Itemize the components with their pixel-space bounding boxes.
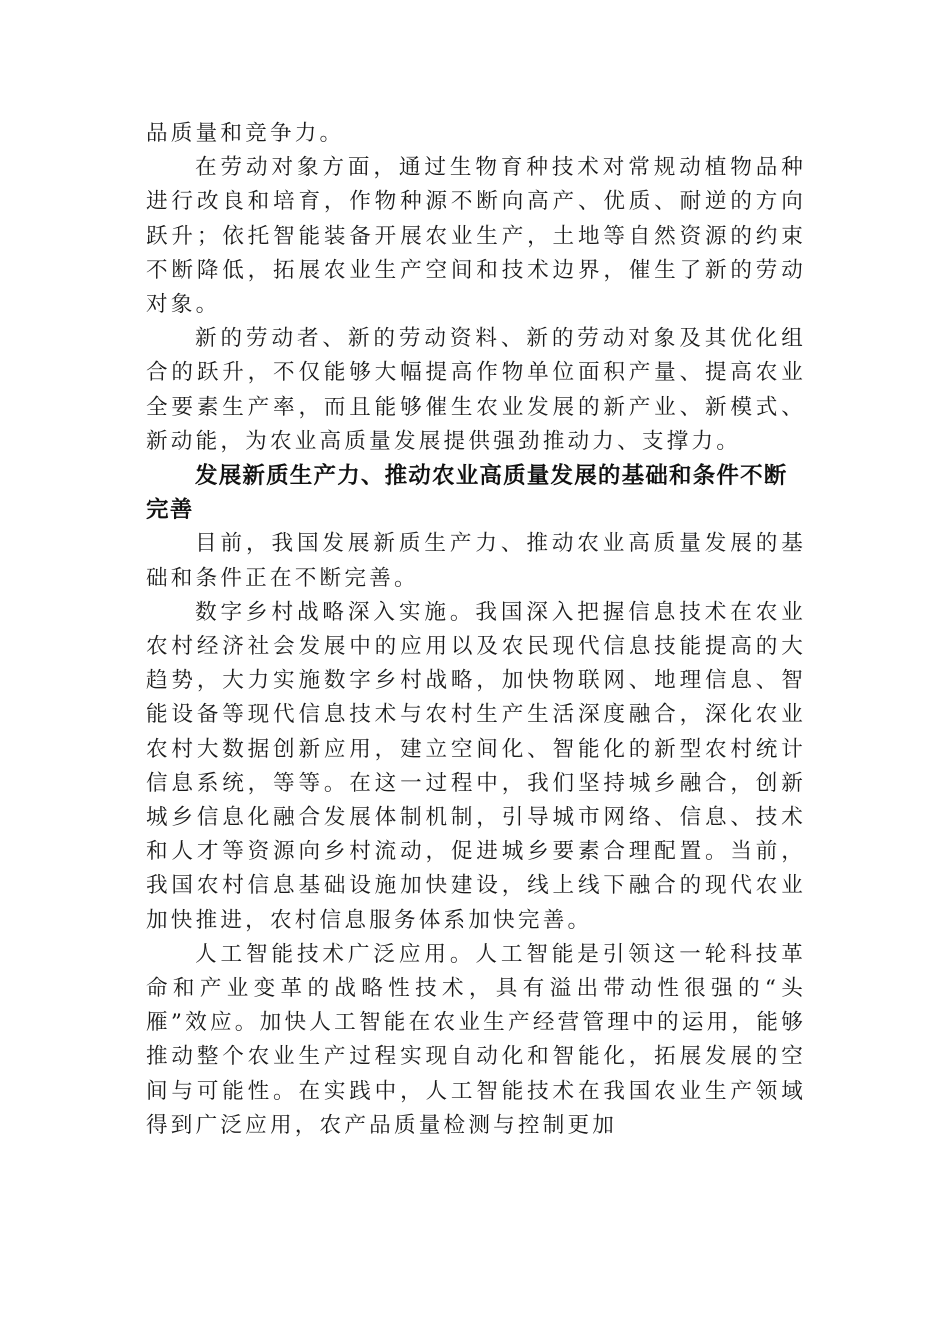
paragraph-continuation: 品质量和竞争力。	[146, 121, 345, 146]
document-body	[146, 117, 806, 1143]
paragraph-combination: 新的劳动者、新的劳动资料、新的劳动对象及其优化组合的跃升，不仅能够大幅提高作物单位面积产量、提高农业全要素生产率，而且能够催生农业发展的新产业、新模式、新动能，为农业高质量发展提供强劲推动力、支撑力。	[146, 326, 806, 454]
paragraph-digital-village: 数字乡村战略深入实施。我国深入把握信息技术在农业农村经济社会发展中的应用以及农民现代信息技能提高的大趋势，大力实施数字乡村战略，加快物联网、地理信息、智能设备等现代信息技术与农村生产生活深度融合，深化农业农村大数据创新应用，建立空间化、智能化的新型农村统计信息系统，等等。在这一过程中，我们坚持城乡融合，创新城乡信息化融合发展体制机制，引导城市网络、信息、技术和人才等资源向乡村流动，促进城乡要素合理配置。当前，我国农村信息基础设施加快建设，线上线下融合的现代农业加快推进，农村信息服务体系加快完善。	[146, 599, 806, 933]
paragraph-intro: 目前，我国发展新质生产力、推动农业高质量发展的基础和条件正在不断完善。	[146, 531, 806, 591]
paragraph-ai: 人工智能技术广泛应用。人工智能是引领这一轮科技革命和产业变革的战略性技术，具有溢出带动性很强的“头雁”效应。加快人工智能在农业生产经营管理中的运用，能够推动整个农业生产过程实现自动化和智能化，拓展发展的空间与可能性。在实践中，人工智能技术在我国农业生产领域得到广泛应用，农产品质量检测与控制更加	[146, 941, 806, 1138]
paragraph-labor-objects: 在劳动对象方面，通过生物育种技术对常规动植物品种进行改良和培育，作物种源不断向高产、优质、耐逆的方向跃升；依托智能装备开展农业生产，土地等自然资源的约束不断降低，拓展农业生产空间和技术边界，催生了新的劳动对象。	[146, 155, 806, 318]
section-heading: 发展新质生产力、推动农业高质量发展的基础和条件不断完善	[146, 463, 788, 524]
